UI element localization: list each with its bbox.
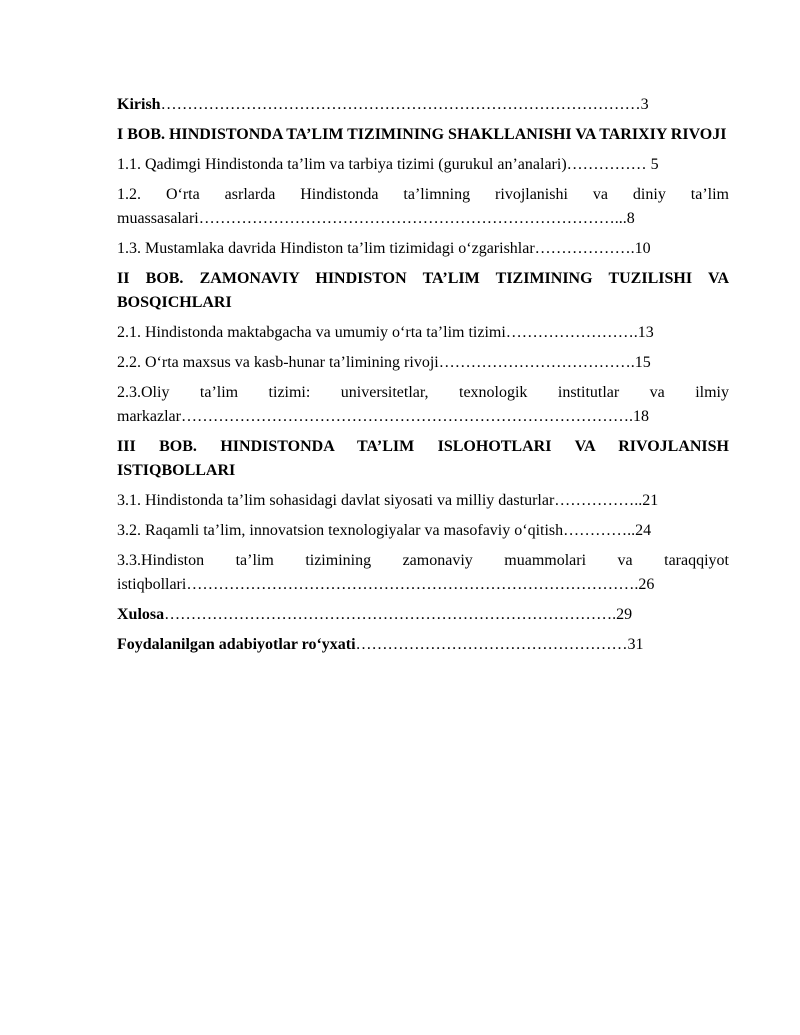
toc-entry-label: Foydalanilgan adabiyotlar ro‘yxati — [117, 636, 356, 653]
toc-entry-2-2[interactable]: 2.2. O‘rta maxsus va kasb-hunar ta’limining rivoji……………………………….15 — [117, 354, 651, 371]
toc-entry-page: 3 — [640, 96, 649, 113]
toc-entry-kirish[interactable] — [117, 93, 729, 117]
toc-entry-references[interactable] — [117, 633, 729, 657]
toc-entry-leader: …………………………………………………………………………. — [164, 606, 617, 623]
toc-entry-2-3[interactable]: 2.3.Oliy ta’lim tizimi: universitetlar, texnologik institutlar va ilmiy markazlar………………………………………………………………………….18 — [117, 384, 729, 425]
toc-entry-label: Xulosa — [117, 606, 165, 623]
toc-entry-3-2[interactable]: 3.2. Raqamli ta’lim, innovatsion texnologiyalar va masofaviy o‘qitish…………..24 — [117, 522, 652, 539]
toc-entry-3-3[interactable]: 3.3.Hindiston ta’lim tizimining zamonaviy muammolari va taraqqiyot istiqbollari………………………………………………………………………….26 — [117, 552, 729, 593]
toc-entry-2-1[interactable]: 2.1. Hindistonda maktabgacha va umumiy o‘rta ta’lim tizimi…………………….13 — [117, 324, 654, 341]
toc-entry-1-3[interactable]: 1.3. Mustamlaka davrida Hindiston ta’lim tizimidagi o‘zgarishlar……………….10 — [117, 240, 651, 257]
table-of-contents — [117, 93, 729, 663]
toc-entry-page: 29 — [616, 606, 633, 623]
toc-chapter-heading-3[interactable]: III BOB. HINDISTONDA TA’LIM ISLOHOTLARI VA RIVOJLANISH ISTIQBOLLARI — [117, 438, 729, 479]
toc-entry-leader: …………………………………………… — [355, 636, 628, 653]
toc-entry-3-1[interactable]: 3.1. Hindistonda ta’lim sohasidagi davlat siyosati va milliy dasturlar……………..21 — [117, 492, 659, 509]
toc-entry-page: 31 — [627, 636, 644, 653]
toc-entry-1-1[interactable]: 1.1. Qadimgi Hindistonda ta’lim va tarbiya tizimi (gurukul an’analari)…………… 5 — [117, 156, 659, 173]
toc-chapter-heading-2[interactable]: II BOB. ZAMONAVIY HINDISTON TA’LIM TIZIMINING TUZILISHI VA BOSQICHLARI — [117, 270, 729, 311]
toc-entry-label: Kirish — [117, 96, 161, 113]
toc-entry-xulosa[interactable] — [117, 603, 729, 627]
toc-entry-1-2[interactable]: 1.2. O‘rta asrlarda Hindistonda ta’limning rivojlanishi va diniy ta’lim muassasalari……………………………………………………………………...8 — [117, 186, 729, 227]
toc-chapter-heading-1[interactable]: I BOB. HINDISTONDA TA’LIM TIZIMINING SHAKLLANISHI VA TARIXIY RIVOJI — [117, 126, 727, 143]
toc-entry-leader: ……………………………………………………………………………… — [160, 96, 641, 113]
